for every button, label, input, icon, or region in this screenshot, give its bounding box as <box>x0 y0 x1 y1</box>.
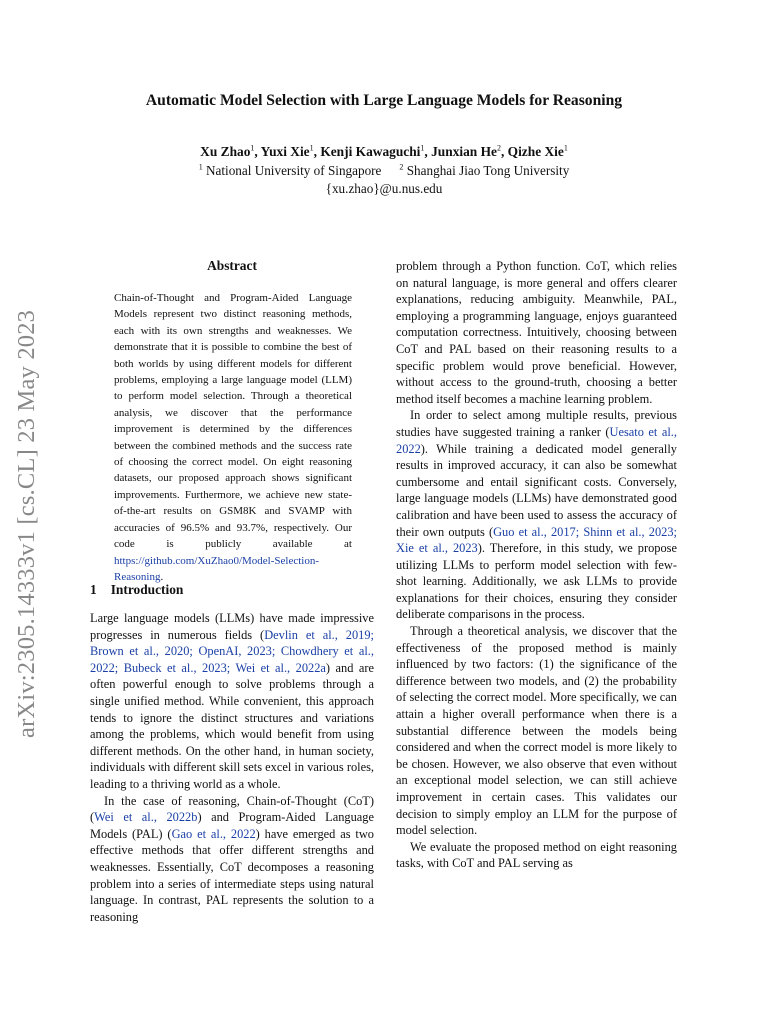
affiliations <box>0 162 768 198</box>
section-heading-introduction <box>90 582 183 598</box>
citation-link[interactable]: Gao et al., 2022 <box>171 826 256 841</box>
author-name: Yuxi Xie <box>260 144 310 159</box>
author-affiliation-mark: 1 <box>309 143 314 153</box>
affiliation-singapore: National University of Singapore <box>205 163 382 178</box>
abstract-text: Chain-of-Thought and Program-Aided Language Models represent two distinct reasoning methods, each with its own strengths and weaknesses. We demonstrate that it is possible to combine the best of both worlds by using different models for different problems, employing a large language model (LLM) to perform model selection. Through a theoretical analysis, we discover that the performance improvement is determined by the differences between the combined methods and the success rate of choosing the correct model. On eight reasoning datasets, our proposed approach shows significant improvements. Furthermore, we achieve new state-of-the-art results on GSM8K and SVAMP with accuracies of 96.5% and 93.7%, respectively. Our code is publicly available at <box>114 292 352 551</box>
citation-link[interactable]: Guo et al., 2017; Shinn et al., 2023; Xie et al., 2023 <box>396 524 677 556</box>
author-name: Xu Zhao <box>200 144 251 159</box>
abstract-body <box>114 290 352 585</box>
citation-link[interactable]: Devlin et al., 2019; Brown et al., 2020; OpenAI, 2023; Chowdhery et al., 2022; Bubeck et al., 2023; Wei et al., 2022a <box>90 627 374 675</box>
paragraph-text: ) and are often powerful enough to solve problems through a single unified method. While convenient, this approach tends to ignore the distinct structures and variations among the problems, which would benefit from using different methods. On the other hand, in human society, individuals with different skill sets excel in various roles, leading to a thriving world as a whole. <box>90 660 374 791</box>
section-number: 1 <box>90 582 97 597</box>
author-name: Qizhe Xie <box>507 144 564 159</box>
left-column-body <box>90 610 374 925</box>
paragraph-text: ). Therefore, in this study, we propose utilizing LLMs to perform model selection with few-shot learning. Additionally, we ask LLMs to provide explanations for their choices, ensuring they consider deliberate comparisons in the process. <box>396 541 677 622</box>
paper-title: Automatic Model Selection with Large Language Models for Reasoning <box>145 92 623 109</box>
arxiv-identifier-stamp: arXiv:2305.14333v1 [cs.CL] 23 May 2023 <box>13 309 40 738</box>
paragraph: We evaluate the proposed method on eight reasoning tasks, with CoT and PAL serving as <box>396 839 677 871</box>
right-column-body <box>396 258 677 872</box>
paragraph-text: ). While training a dedicated model generally results in improved accuracy, it can also be somewhat cumbersome and entail significant costs. Conversely, large language models (LLMs) have demonstrated good calibration and have been used to assess the accuracy of their own outputs ( <box>396 441 677 539</box>
author-list: Xu Zhao$^1$, Yuxi Xie$^1$, Kenji Kawaguchi$^1$, Junxian He$^2$, Qizhe Xie$^1$ <box>200 143 568 159</box>
paragraph-text: In order to select among multiple results, previous studies have suggested training a ranker ( <box>396 408 677 439</box>
affiliation-mark: 1 <box>198 162 203 172</box>
author-name: Junxian He <box>431 144 497 159</box>
citation-link[interactable]: Uesato et al., 2022 <box>396 424 677 456</box>
abstract-end: . <box>160 570 164 583</box>
author-affiliation-mark: 1 <box>420 143 425 153</box>
paragraph-text: ) have emerged as two effective methods that offer different strengths and weaknesses. Essentially, CoT decomposes a reasoning problem into a series of intermediate steps using natural language. In contrast, PAL represents the solution to a reasoning <box>90 826 374 924</box>
affiliation-line <box>0 162 768 180</box>
section-title: Introduction <box>110 582 184 597</box>
paragraph-text: Large language models (LLMs) have made impressive progresses in numerous fields ( <box>90 611 374 642</box>
paragraph: Through a theoretical analysis, we discover that the effectiveness of the proposed method is mainly influenced by two factors: (1) the significance of the difference between two models, and (2) the probability of selecting the correct model. More specifically, we can attain a higher overall performance when there is a substantial difference between the models being considered and when the correct model is more likely to be chosen. However, we also observe that even without an exceptional model selection, we can still achieve improvement in certain cases. This validates our decision to simply employ an LLM for the purpose of model selection. <box>396 624 677 838</box>
author-affiliation-mark: 1 <box>250 143 255 153</box>
paragraph: problem through a Python function. CoT, which relies on natural language, is more general and offers clearer explanations, reducing ambiguity. Meanwhile, PAL, employing a programming language, enjoys guaranteed computation correctness. Intuitively, choosing between CoT and PAL based on their reasoning results to a specific problem would prove beneficial. However, without access to the ground-truth, choosing a better method itself becomes a machine learning problem. <box>396 259 677 406</box>
code-repository-link[interactable]: https://github.com/XuZhao0/Model-Selection-Reasoning <box>114 554 319 583</box>
author-affiliation-mark: 1 <box>563 143 568 153</box>
paragraph <box>90 610 374 793</box>
affiliation-mark: 2 <box>399 162 404 172</box>
paragraph-text: In the case of reasoning, Chain-of-Thought (CoT) ( <box>90 793 374 825</box>
author-affiliation-mark: 2 <box>496 143 501 153</box>
paragraph-text: ) and Program-Aided Language Models (PAL) ( <box>90 810 374 841</box>
author-name: Kenji Kawaguchi <box>320 144 421 159</box>
affiliation-shanghai: Shanghai Jiao Tong University <box>406 163 570 178</box>
paragraph <box>90 793 374 926</box>
contact-email: {xu.zhao}@u.nus.edu <box>325 181 443 196</box>
citation-link[interactable]: Wei et al., 2022b <box>94 810 198 825</box>
paragraph <box>396 407 677 623</box>
abstract-heading: Abstract <box>207 258 257 273</box>
